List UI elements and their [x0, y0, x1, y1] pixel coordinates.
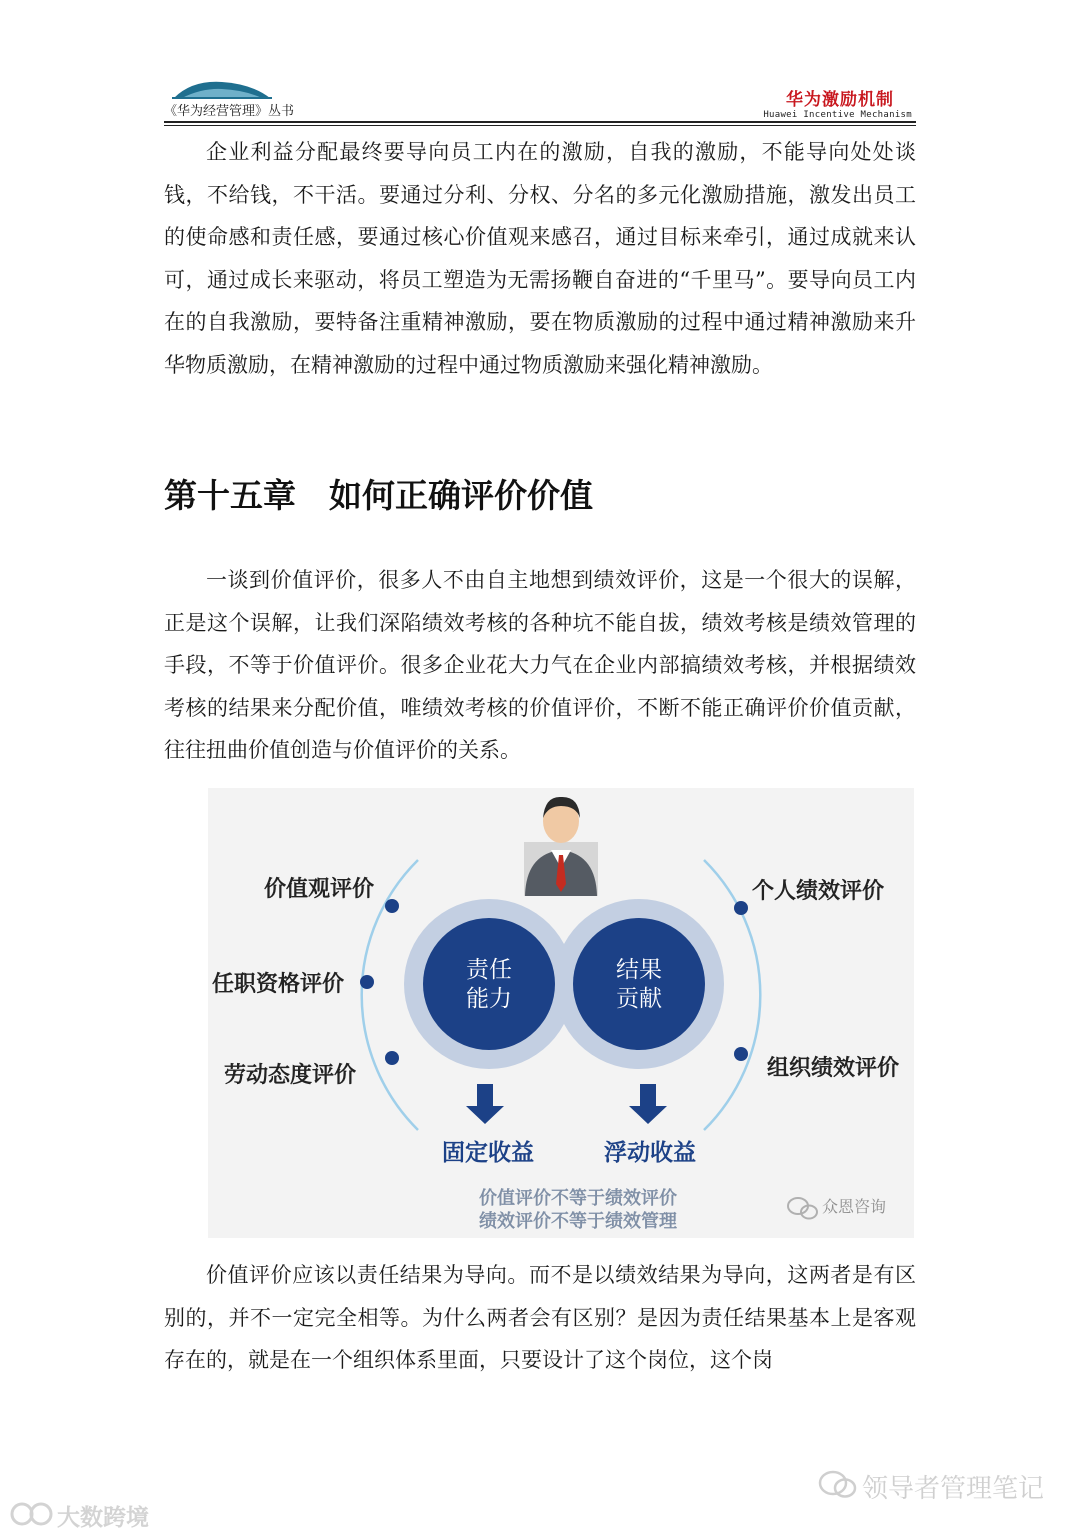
book-title-cn: 华为激励机制 — [786, 90, 894, 110]
dot-qualification — [360, 975, 374, 989]
core-right-line1: 结果 — [616, 957, 662, 983]
label-personal-performance: 个人绩效评价 — [752, 879, 885, 904]
source-label: 众恩咨询 — [822, 1197, 887, 1216]
core-left-line1: 责任 — [466, 957, 512, 983]
left-core — [423, 918, 555, 1050]
paragraph-incentive: 企业利益分配最终要导向员工内在的激励，自我的激励，不能导向处处谈钱，不给钱，不干活。要通过分利、分权、分名的多元化激励措施，激发出员工的使命感和责任感，要通过核心价值观来感召，通过目标来牵引，通过成就来认可，通过成长来驱动，将员工塑造为无需扬鞭自奋进的“千里马”。要导向员工内在的自我激励，要特备注重精神激励，要在物质激励的过程中通过精神激励来升华物质激励，在精神激励的过程中通过物质激励来强化精神激励。 — [164, 140, 916, 377]
dot-personal — [734, 901, 748, 915]
dot-attitude — [385, 1051, 399, 1065]
note-line2: 绩效评价不等于绩效管理 — [479, 1211, 677, 1232]
dot-values — [385, 899, 399, 913]
header-rule — [164, 121, 916, 123]
core-left-line2: 能力 — [466, 986, 512, 1012]
chapter-title: 第十五章 如何正确评价价值 — [164, 476, 593, 515]
value-evaluation-diagram — [208, 788, 914, 1238]
paragraph-value-evaluation: 一谈到价值评价，很多人不由自主地想到绩效评价，这是一个很大的误解，正是这个误解，让我们深陷绩效考核的各种坑不能自拔，绩效考核是绩效管理的手段，不等于价值评价。很多企业花大力气在企业内部搞绩效考核，并根据绩效考核的结果来分配价值，唯绩效考核的价值评价，不断不能正确评价价值贡献，往往扭曲价值创造与价值评价的关系。 — [164, 568, 916, 762]
header-rule-thin — [164, 125, 916, 126]
label-values-evaluation: 价值观评价 — [264, 877, 375, 902]
paragraph-responsibility-results: 价值评价应该以责任结果为导向。而不是以绩效结果为导向，这两者是有区别的，并不一定完全相等。为什么两者会有区别？是因为责任结果基本上是客观存在的，就是在一个组织体系里面，只要设计了这个岗位，这个岗 — [164, 1263, 916, 1372]
outcome-fixed-income: 固定收益 — [442, 1140, 534, 1166]
page-header — [164, 70, 916, 130]
note-line1: 价值评价不等于绩效评价 — [479, 1188, 677, 1209]
wechat-icon — [818, 1470, 858, 1500]
outcome-variable-income: 浮动收益 — [604, 1140, 696, 1166]
book-series-logo — [172, 78, 272, 100]
right-core — [573, 918, 705, 1050]
label-organization-performance: 组织绩效评价 — [767, 1056, 900, 1081]
watermark-logo-icon — [10, 1500, 56, 1528]
book-series-title: 《华为经营管理》丛书 — [164, 104, 295, 119]
label-attitude-evaluation: 劳动态度评价 — [224, 1063, 357, 1088]
book-title-en: Huawei Incentive Mechanism — [763, 110, 912, 120]
core-right-line2: 贡献 — [616, 986, 662, 1012]
dot-organization — [734, 1047, 748, 1061]
watermark-account-name: 领导者管理笔记 — [862, 1474, 1045, 1504]
watermark-brand: 大数跨境 — [57, 1505, 149, 1531]
label-qualification-evaluation: 任职资格评价 — [212, 972, 345, 997]
